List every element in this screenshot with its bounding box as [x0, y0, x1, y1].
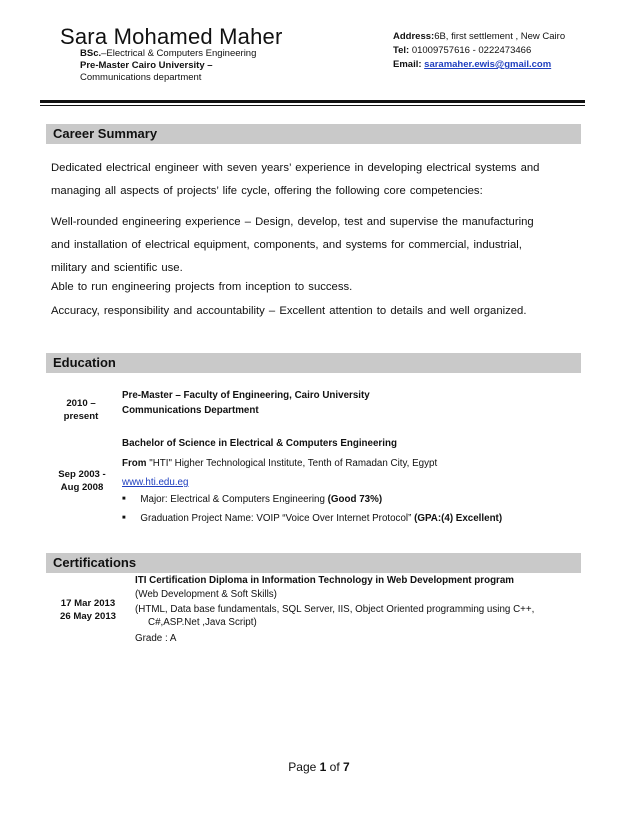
date-end: present [63, 411, 99, 422]
premaster-department: Communications Department [122, 405, 259, 416]
major-grade: (Good 73%) [327, 494, 383, 505]
institution-text: "HTI" Higher Technological Institute, Tenth of Ramadan City, Egypt [146, 458, 438, 469]
email-line [393, 58, 551, 72]
degree-prefix: BSc. [80, 48, 102, 59]
premaster-title: Pre-Master – Faculty of Engineering, Cairo University [122, 390, 370, 401]
tel-line [393, 44, 531, 58]
header-rule-thin [40, 105, 585, 106]
major-text: Major: Electrical & Computers Engineering [140, 494, 328, 505]
bsc-institution [122, 457, 437, 470]
tel-value: 01009757616 - 0222473466 [409, 45, 532, 56]
education-date-premaster [50, 397, 112, 423]
total-pages: 7 [343, 760, 350, 774]
competency-accuracy: Accuracy, responsibility and accountability – Excellent attention to details and well organized. [51, 305, 527, 317]
date-start: 2010 – [66, 398, 96, 409]
section-education [46, 353, 581, 373]
degree-text: –Electrical & Computers Engineering [101, 48, 257, 59]
bullet-icon: ■ [122, 496, 126, 502]
section-title: Education [53, 355, 116, 370]
bullet-icon: ■ [122, 515, 126, 521]
competency-paragraph [51, 211, 571, 280]
resume-name: Sara Mohamed Maher [60, 24, 283, 49]
certification-skills: (Web Development & Soft Skills) [135, 589, 277, 600]
section-title: Certifications [53, 555, 137, 570]
pre-master-line: Pre-Master Cairo University – [80, 60, 213, 71]
date-end: 26 May 2013 [59, 611, 116, 622]
certification-topics: (HTML, Data base fundamentals, SQL Server, IIS, Object Oriented programming using C++, [135, 604, 535, 615]
certification-dates [50, 597, 126, 623]
from-label: From [122, 458, 147, 469]
header-rule-thick [40, 100, 585, 103]
project-grade: (GPA:(4) Excellent) [414, 513, 503, 524]
department-line: Communications department [80, 72, 202, 83]
current-page: 1 [319, 760, 327, 774]
page-label: Page [288, 760, 320, 774]
address-line [393, 30, 565, 44]
email-label: Email: [393, 59, 422, 70]
institution-link[interactable] [122, 476, 188, 489]
degree-line [80, 48, 256, 60]
competency-line: and installation of electrical equipment, components, and systems for commercial, industrial, [51, 239, 522, 251]
tel-label: Tel: [393, 45, 410, 56]
summary-line: Dedicated electrical engineer with seven years’ experience in developing electrical systems and [51, 162, 540, 174]
of-label: of [326, 760, 344, 774]
project-text: Graduation Project Name: VOIP “Voice Over Internet Protocol” [140, 513, 415, 524]
summary-line: managing all aspects of projects’ life cycle, offering the following core competencies: [51, 185, 483, 197]
education-date-bsc [48, 468, 116, 494]
bsc-major-bullet [122, 493, 382, 506]
certification-topics-cont: C#,ASP.Net ,Java Script) [148, 617, 257, 628]
certification-grade: Grade : A [135, 633, 177, 644]
address-label: Address: [393, 31, 435, 42]
summary-paragraph [51, 157, 571, 203]
address-value: 6B, first settlement , New Cairo [434, 31, 566, 42]
section-title: Career Summary [53, 126, 158, 141]
competency-run-projects: Able to run engineering projects from inception to success. [51, 281, 353, 293]
section-certifications [46, 553, 581, 573]
certification-title: ITI Certification Diploma in Information Technology in Web Development program [135, 575, 515, 586]
email-link[interactable]: saramaher.ewis@gmail.com [424, 59, 552, 70]
section-career-summary [46, 124, 581, 144]
competency-line: Well-rounded engineering experience – Design, develop, test and supervise the manufacturing [51, 216, 534, 228]
date-start: Sep 2003 - [58, 469, 106, 480]
bsc-project-bullet [122, 512, 502, 525]
institution-url[interactable]: www.hti.edu.eg [122, 477, 189, 488]
date-end: Aug 2008 [60, 482, 104, 493]
page-number [0, 760, 638, 774]
bsc-title: Bachelor of Science in Electrical & Computers Engineering [122, 438, 397, 449]
competency-line: military and scientific use. [51, 262, 183, 274]
date-start: 17 Mar 2013 [60, 598, 116, 609]
